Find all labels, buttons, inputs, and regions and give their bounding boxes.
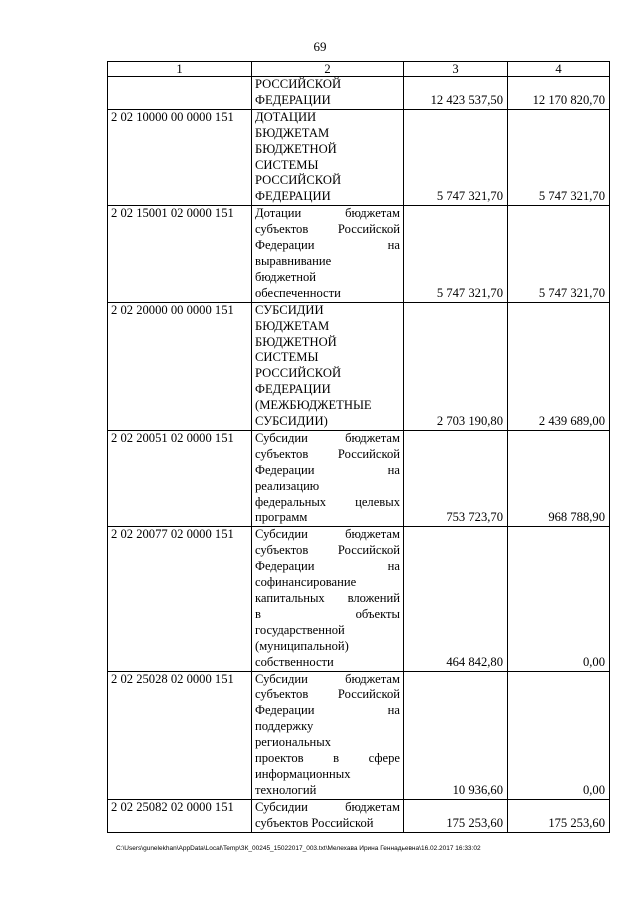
- amount-col3-cell: 753 723,70: [404, 430, 508, 526]
- revenue-name-line: Субсидии бюджетам: [255, 671, 400, 686]
- revenue-name-line: государственной: [255, 622, 345, 637]
- table-row: [108, 77, 610, 110]
- revenue-name-line: субъектов Российской: [255, 687, 400, 702]
- revenue-name-line: РОССИЙСКОЙ: [255, 77, 342, 91]
- revenue-name-line: (муниципальной): [255, 638, 349, 653]
- revenue-name-cell: [252, 671, 404, 799]
- column-number-row: [108, 62, 610, 77]
- amount-col4-cell: 5 747 321,70: [508, 206, 610, 302]
- revenue-name-line: капитальных вложений: [255, 591, 400, 605]
- revenue-name-line: Субсидии бюджетам: [255, 527, 400, 542]
- column-number-1: 1: [108, 62, 252, 77]
- revenue-name-line: Субсидии бюджетам: [255, 799, 400, 814]
- revenue-name-cell: [252, 109, 404, 205]
- amount-col4-cell: 175 253,60: [508, 799, 610, 832]
- revenue-name-line: БЮДЖЕТНОЙ: [255, 334, 337, 349]
- revenue-name-cell: [252, 302, 404, 430]
- budget-code-cell: 2 02 15001 02 0000 151: [108, 206, 252, 302]
- revenue-name-line: софинансирование: [255, 575, 357, 590]
- revenue-name-line: субъектов Российской: [255, 543, 400, 558]
- column-number-3: 3: [404, 62, 508, 77]
- revenue-name-line: РОССИЙСКОЙ: [255, 173, 342, 188]
- amount-col4-cell: 12 170 820,70: [508, 77, 610, 110]
- revenue-name-line: РОССИЙСКОЙ: [255, 366, 342, 381]
- table-row: [108, 799, 610, 832]
- revenue-name-line: Федерации на: [255, 559, 400, 574]
- revenue-name-line: БЮДЖЕТАМ: [255, 125, 330, 140]
- revenue-table: [107, 61, 610, 833]
- amount-col4-cell: 0,00: [508, 671, 610, 799]
- budget-code-cell: [108, 77, 252, 110]
- amount-col3-cell: 10 936,60: [404, 671, 508, 799]
- page-number: 69: [313, 39, 327, 54]
- budget-code-cell: 2 02 20051 02 0000 151: [108, 430, 252, 526]
- revenue-name-cell: [252, 430, 404, 526]
- revenue-name-line: субъектов Российской: [255, 222, 400, 237]
- amount-col3-cell: 464 842,80: [404, 527, 508, 671]
- revenue-name-line: бюджетной: [255, 269, 316, 284]
- revenue-name-line: (МЕЖБЮДЖЕТНЫЕ: [255, 398, 372, 413]
- revenue-name-line: поддержку: [255, 719, 314, 734]
- revenue-name-line: федеральных целевых: [255, 494, 400, 509]
- revenue-name-line: СИСТЕМЫ: [255, 350, 319, 365]
- revenue-name-line: Федерации на: [255, 462, 400, 477]
- budget-code-cell: 2 02 25082 02 0000 151: [108, 799, 252, 832]
- column-number-4: 4: [508, 62, 610, 77]
- revenue-name-line: субъектов Российской: [255, 815, 374, 830]
- table-row: [108, 302, 610, 430]
- table-row: [108, 527, 610, 671]
- revenue-name-line: ФЕДЕРАЦИИ: [255, 189, 331, 204]
- budget-code-cell: 2 02 20077 02 0000 151: [108, 527, 252, 671]
- revenue-name-cell: [252, 206, 404, 302]
- budget-code-cell: 2 02 25028 02 0000 151: [108, 671, 252, 799]
- table-row: [108, 109, 610, 205]
- amount-col4-cell: 0,00: [508, 527, 610, 671]
- revenue-name-line: Субсидии бюджетам: [255, 430, 400, 445]
- amount-col4-cell: 2 439 689,00: [508, 302, 610, 430]
- revenue-name-line: обеспеченности: [255, 285, 341, 300]
- amount-col3-cell: 175 253,60: [404, 799, 508, 832]
- revenue-name-line: реализацию: [255, 478, 320, 493]
- table-row: [108, 671, 610, 799]
- table-row: [108, 430, 610, 526]
- revenue-name-line: проектов в сфере: [255, 751, 400, 766]
- revenue-name-line: БЮДЖЕТАМ: [255, 318, 330, 333]
- amount-col3-cell: 5 747 321,70: [404, 109, 508, 205]
- revenue-name-line: выравнивание: [255, 253, 332, 268]
- amount-col3-cell: 12 423 537,50: [404, 77, 508, 110]
- column-number-2: 2: [252, 62, 404, 77]
- revenue-name-line: БЮДЖЕТНОЙ: [255, 141, 337, 156]
- revenue-name-line: ДОТАЦИИ: [255, 109, 317, 124]
- amount-col4-cell: 968 788,90: [508, 430, 610, 526]
- revenue-name-line: Федерации на: [255, 238, 400, 253]
- revenue-name-line: Дотации бюджетам: [255, 206, 400, 221]
- revenue-name-line: в объекты: [255, 606, 400, 621]
- budget-code-cell: 2 02 10000 00 0000 151: [108, 109, 252, 205]
- revenue-name-cell: [252, 527, 404, 671]
- revenue-name-line: субъектов Российской: [255, 446, 400, 461]
- revenue-name-line: технологий: [255, 782, 317, 797]
- revenue-name-cell: [252, 77, 404, 110]
- revenue-name-line: ФЕДЕРАЦИИ: [255, 92, 331, 107]
- revenue-name-line: программ: [255, 510, 308, 525]
- revenue-name-cell: [252, 799, 404, 832]
- revenue-name-line: региональных: [255, 735, 332, 750]
- revenue-name-line: СУБСИДИИ): [255, 414, 328, 429]
- revenue-name-line: ФЕДЕРАЦИИ: [255, 382, 331, 397]
- revenue-name-line: СУБСИДИИ: [255, 302, 324, 317]
- revenue-name-line: информационных: [255, 766, 351, 781]
- table-row: [108, 206, 610, 302]
- budget-code-cell: 2 02 20000 00 0000 151: [108, 302, 252, 430]
- revenue-name-line: собственности: [255, 654, 334, 669]
- revenue-name-line: Федерации на: [255, 703, 400, 718]
- revenue-name-line: СИСТЕМЫ: [255, 157, 319, 172]
- footer-file-path: C:\Users\gunelekhan\AppData\Local\Temp\ЗК_00245_15022017_003.txt\Мелехава Ирина Геннадьевна\16.02.2017 16:33:02: [116, 845, 481, 852]
- amount-col3-cell: 2 703 190,80: [404, 302, 508, 430]
- amount-col3-cell: 5 747 321,70: [404, 206, 508, 302]
- amount-col4-cell: 5 747 321,70: [508, 109, 610, 205]
